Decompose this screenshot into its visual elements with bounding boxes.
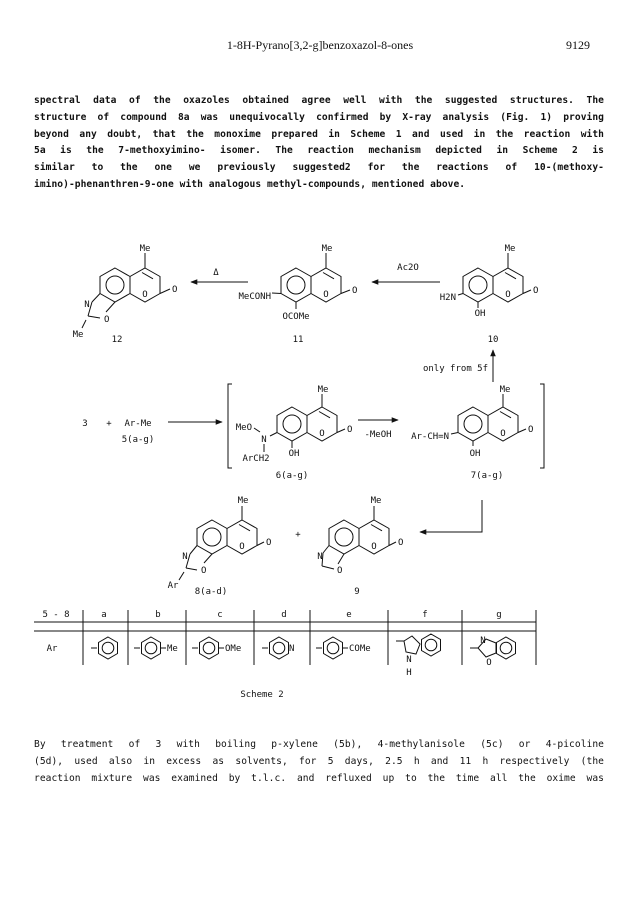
compound-label: 10 — [487, 335, 499, 345]
hydroxy-label: OH — [474, 309, 486, 319]
hydroxy-label: OH — [469, 449, 481, 459]
compound-label: 11 — [292, 335, 304, 345]
page-number: 9129 — [566, 38, 590, 52]
text-line: structure of compound 8a was unequivocally confirmed by X-ray analysis (Fig. 1) proving — [34, 111, 604, 123]
compound-label: 7(a-g) — [470, 471, 504, 481]
o-label: O — [319, 429, 325, 439]
imine-label: Ar-CH=N — [411, 432, 449, 442]
o-label: O — [201, 566, 207, 576]
text-line: reaction mixture was examined by t.l.c. and refluxed up to the time all the oxime was — [34, 772, 604, 784]
table-row-header: 5 - 8 — [42, 610, 70, 620]
compound-10-structure — [440, 244, 539, 345]
o-label: O — [398, 538, 404, 548]
reactant-label: 5(a-g) — [121, 435, 155, 445]
me-label: Me — [499, 385, 511, 395]
o-label: O — [533, 286, 539, 296]
o-label: O — [347, 425, 353, 435]
o-label: O — [352, 286, 358, 296]
table-column-c: c — [217, 610, 223, 620]
substituent-label: OMe — [225, 644, 242, 654]
table-column-d: d — [281, 610, 287, 620]
o-label: O — [371, 542, 377, 552]
text-line: beyond any doubt, that the monoxime prepared in Scheme 1 and used in the reaction with — [34, 128, 604, 140]
table-row-label: Ar — [46, 644, 58, 654]
substituent-label: N — [289, 644, 295, 654]
table-column-f: f — [422, 610, 428, 620]
heat-label: Δ — [213, 268, 219, 278]
o-label: O — [104, 315, 110, 325]
table-column-g: g — [496, 610, 502, 620]
compound-label: 6(a-g) — [275, 471, 309, 481]
compound-label: 8(a-d) — [194, 587, 228, 597]
n-label: N — [317, 552, 323, 562]
o-label: O — [266, 538, 272, 548]
o-label: O — [505, 290, 511, 300]
acetoxy-label: OCOMe — [282, 312, 310, 322]
me-label: Me — [139, 244, 151, 254]
o-label: O — [500, 429, 506, 439]
o-label: O — [239, 542, 245, 552]
reagent-label: Ac2O — [397, 263, 419, 273]
plus-sign: + — [106, 419, 112, 429]
text-line: similar to the one we previously suggested2 for the reactions of 10-(methoxy- — [34, 162, 604, 174]
o-label: O — [337, 566, 343, 576]
me-label: Me — [72, 330, 84, 340]
n-label: N — [480, 636, 486, 646]
reactant-3: 3 — [82, 419, 88, 429]
indole-hydrogen: H — [406, 668, 412, 678]
o-label: O — [528, 425, 534, 435]
substituent-label: Me — [167, 644, 178, 654]
substituent-label: COMe — [349, 644, 371, 654]
n-label: N — [84, 300, 90, 310]
compound-8-structure — [168, 496, 272, 597]
acetamido-label: MeCONH — [238, 292, 271, 302]
compound-label: 9 — [354, 587, 360, 597]
amino-label: H2N — [439, 293, 456, 303]
n-label: N — [261, 435, 267, 445]
hydroxy-label: OH — [288, 449, 300, 459]
benzyl-label: ArCH2 — [242, 454, 270, 464]
compound-9-structure — [317, 496, 403, 597]
aryl-label: Ar — [167, 581, 179, 591]
bracket — [228, 384, 232, 468]
table-column-a: a — [101, 610, 107, 620]
compound-label: 12 — [111, 335, 123, 345]
substituent-table — [34, 610, 536, 678]
table-column-e: e — [346, 610, 352, 620]
me-label: Me — [370, 496, 382, 506]
n-label: N — [182, 552, 188, 562]
methoxy-label: MeO — [235, 423, 252, 433]
me-label: Me — [504, 244, 516, 254]
scheme-caption: Scheme 2 — [240, 690, 284, 700]
compound-7-structure — [411, 385, 533, 481]
compound-12-structure — [73, 244, 178, 345]
reaction-arrow — [420, 500, 482, 532]
text-line: 5a is the 7-methoxyimino- isomer. The reaction mechanism depicted in Scheme 2 is — [34, 145, 604, 157]
table-column-b: b — [155, 610, 161, 620]
paragraph-treatment — [34, 737, 604, 787]
compound-6-structure — [236, 385, 353, 481]
text-line: By treatment of 3 with boiling p-xylene (5b), 4-methylanisole (5c) or 4-picoline — [34, 739, 604, 750]
running-title: 1-8H-Pyrano[3,2-g]benzoxazol-8-ones — [226, 38, 414, 52]
o-label: O — [486, 658, 492, 668]
o-label: O — [172, 285, 178, 295]
me-label: Me — [317, 385, 329, 395]
condition-label: only from 5f — [422, 364, 488, 374]
indole-nitrogen: N — [406, 655, 412, 665]
text-line: spectral data of the oxazoles obtained agree well with the suggested structures. The — [34, 95, 604, 106]
text-line: (5d), used also in excess as solvents, for 5 days, 2.5 h and 11 h respectively (the — [34, 755, 604, 767]
text-line: imino)-phenanthren-9-one with analogous methyl-compounds, mentioned above. — [34, 178, 466, 190]
o-label: O — [142, 290, 148, 300]
reactant-formula: Ar-Me — [124, 419, 152, 429]
plus-sign: + — [295, 530, 301, 540]
o-label: O — [323, 290, 329, 300]
bracket — [540, 384, 544, 468]
me-label: Me — [237, 496, 249, 506]
me-label: Me — [321, 244, 333, 254]
compound-11-structure — [238, 244, 357, 345]
elimination-label: -MeOH — [364, 430, 392, 440]
